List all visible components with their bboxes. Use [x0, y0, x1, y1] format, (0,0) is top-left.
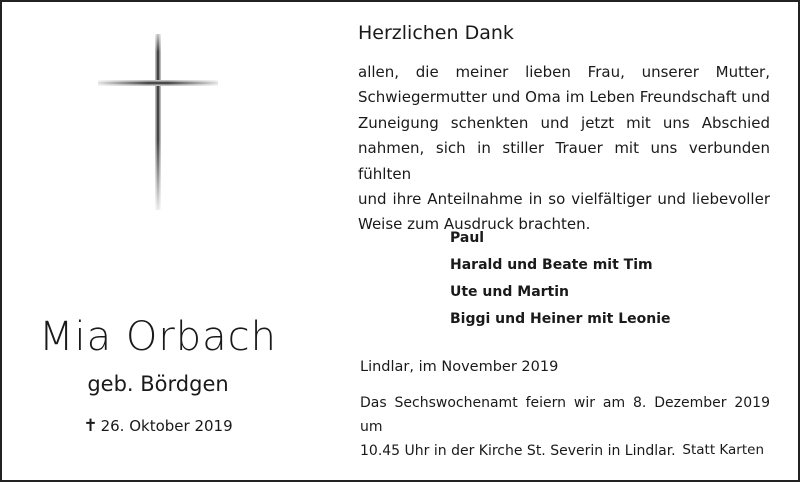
thanks-line: Weise zum Ausdruck brachten.	[358, 215, 591, 234]
dagger-icon: ✝	[83, 416, 98, 436]
thanks-line: Zuneigung schenkten und jetzt mit uns Abschied	[358, 113, 770, 132]
notice-line: Das Sechswochenamt feiern wir am 8. Dezember 2019 um	[360, 395, 770, 435]
cross-vertical-beam	[155, 34, 161, 210]
signer: Paul	[450, 230, 485, 246]
cross-horizontal-beam	[98, 80, 218, 86]
deceased-name: Mia Orbach	[38, 314, 278, 360]
death-date: 26. Oktober 2019	[100, 417, 233, 435]
thanks-line: allen, die meiner lieben Frau, unserer Mutter,	[358, 63, 770, 81]
place-date: Lindlar, im November 2019	[360, 359, 559, 375]
signer: Harald und Beate mit Tim	[450, 257, 653, 273]
thanks-heading: Herzlichen Dank	[358, 22, 514, 44]
thanks-line: Schwiegermutter und Oma im Leben Freundschaft und	[358, 88, 770, 107]
notice-line: 10.45 Uhr in der Kirche St. Severin in Lindlar.	[360, 443, 676, 459]
statt-karten: Statt Karten	[682, 442, 764, 458]
thanks-line: und ihre Anteilnahme in so vielfältiger und liebevoller	[358, 190, 770, 209]
cross-icon	[98, 32, 218, 212]
signer: Biggi und Heiner mit Leonie	[450, 311, 671, 327]
signer: Ute und Martin	[450, 284, 569, 300]
signers-list	[450, 225, 671, 333]
thanks-line: nahmen, sich in stiller Trauer mit uns verbunden fühlten	[358, 139, 770, 183]
death-date-line	[2, 416, 314, 436]
thanks-text	[358, 60, 770, 238]
maiden-name: geb. Bördgen	[87, 372, 229, 396]
